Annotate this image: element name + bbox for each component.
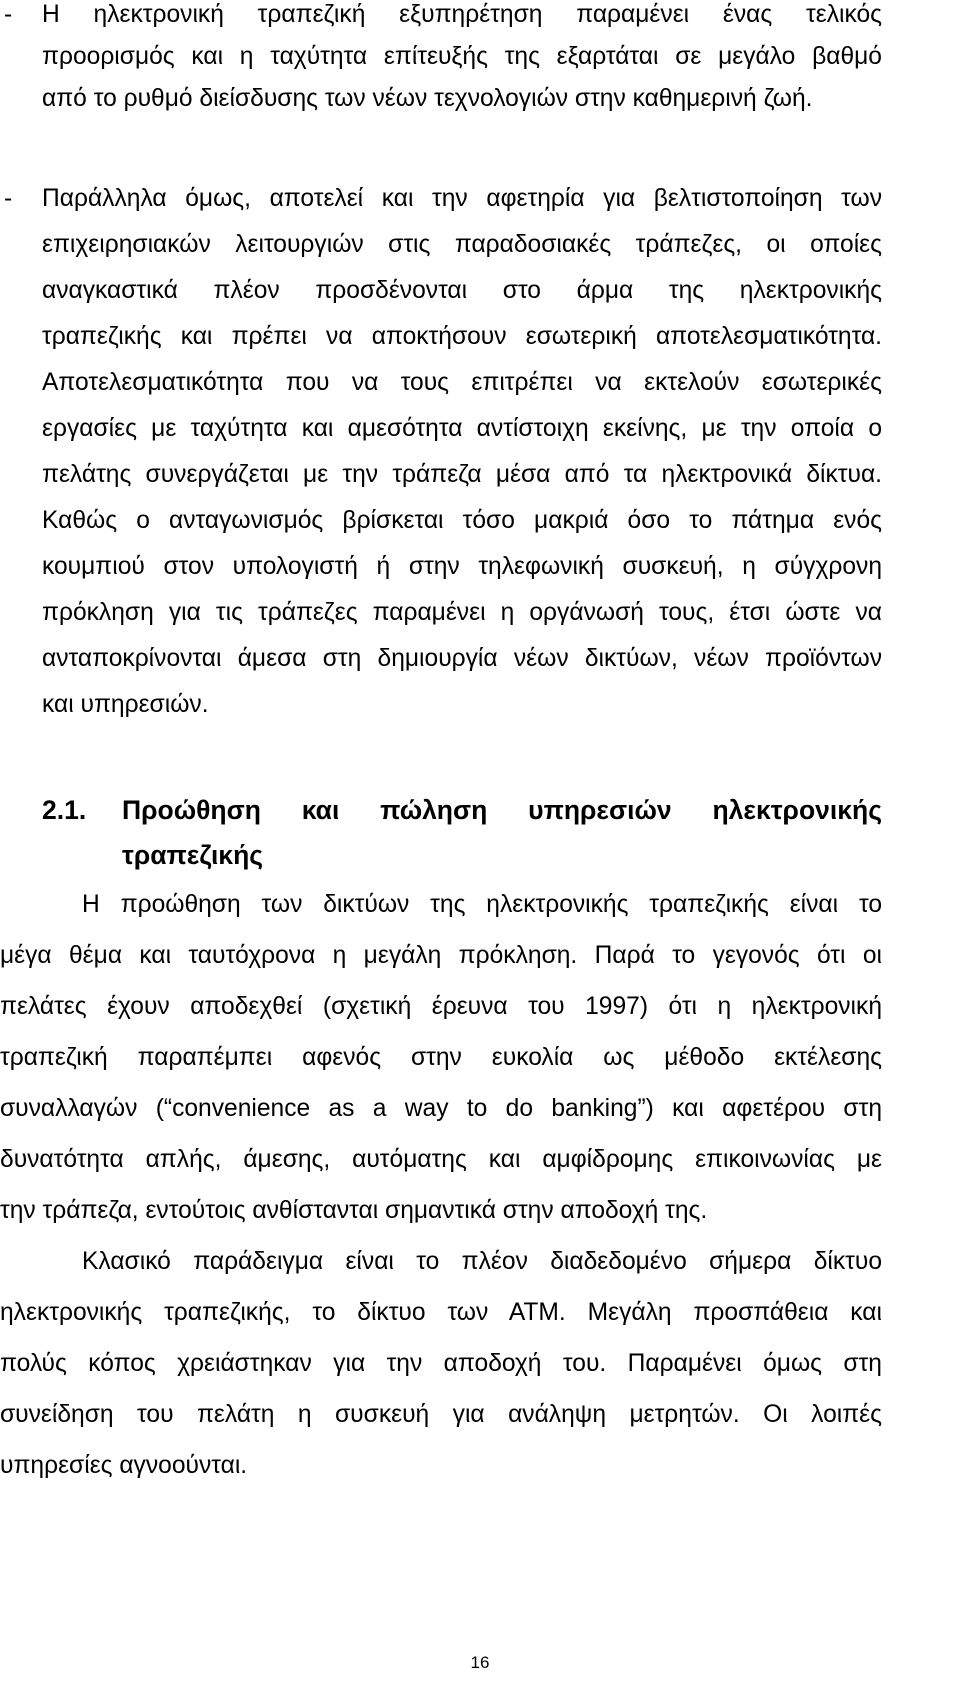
text-line: Η ηλεκτρονική τραπεζική εξυπηρέτηση παραμένει ένας τελικός: [42, 1, 882, 28]
text-line: πελάτες έχουν αποδεχθεί (σχετική έρευνα του 1997) ότι η ηλεκτρονική: [0, 993, 882, 1020]
text-line: Καθώς ο ανταγωνισμός βρίσκεται τόσο μακριά όσο το πάτημα ενός: [42, 507, 882, 534]
text-line: επιχειρησιακών λειτουργιών στις παραδοσιακές τράπεζες, οι οποίες: [42, 231, 882, 258]
text-line: από το ρυθμό διείσδυσης των νέων τεχνολογιών στην καθημερινή ζωή.: [42, 85, 813, 112]
text-line: συναλλαγών (“convenience as a way to do banking”) και αφετέρου στη: [0, 1095, 882, 1122]
text-line: υπηρεσίες αγνοούνται.: [0, 1452, 248, 1479]
text-line: τραπεζική παραπέμπει αφενός στην ευκολία ως μέθοδο εκτέλεσης: [0, 1044, 882, 1071]
text-line: προορισμός και η ταχύτητα επίτευξής της εξαρτάται σε μεγάλο βαθμό: [42, 43, 882, 70]
text-line: Αποτελεσματικότητα που να τους επιτρέπει να εκτελούν εσωτερικές: [42, 369, 882, 396]
text-line: Η προώθηση των δικτύων της ηλεκτρονικής τραπεζικής είναι το: [82, 891, 882, 918]
text-line: πρόκληση για τις τράπεζες παραμένει η οργάνωσή τους, έτσι ώστε να: [42, 599, 882, 626]
text-line: ανταποκρίνονται άμεσα στη δημιουργία νέων δικτύων, νέων προϊόντων: [42, 645, 882, 672]
text-line: συνείδηση του πελάτη η συσκευή για ανάληψη μετρητών. Οι λοιπές: [0, 1401, 882, 1428]
text-line: και υπηρεσιών.: [42, 691, 209, 718]
section-title-continued: τραπεζικής: [122, 840, 264, 870]
section-title: Προώθηση και πώληση υπηρεσιών ηλεκτρονικής: [122, 795, 882, 825]
text-line: μέγα θέμα και ταυτόχρονα η μεγάλη πρόκληση. Παρά το γεγονός ότι οι: [0, 942, 882, 969]
text-line: εργασίες με ταχύτητα και αμεσότητα αντίστοιχη εκείνης, με την οποία ο: [42, 415, 882, 442]
text-line: τραπεζικής και πρέπει να αποκτήσουν εσωτερική αποτελεσματικότητα.: [42, 323, 882, 350]
bullet-marker: -: [4, 185, 13, 212]
text-line: πελάτης συνεργάζεται με την τράπεζα μέσα από τα ηλεκτρονικά δίκτυα.: [42, 461, 882, 488]
text-line: πολύς κόπος χρειάστηκαν για την αποδοχή του. Παραμένει όμως στη: [0, 1350, 882, 1377]
text-line: ηλεκτρονικής τραπεζικής, το δίκτυο των ΑΤΜ. Μεγάλη προσπάθεια και: [0, 1299, 882, 1326]
text-line: Κλασικό παράδειγμα είναι το πλέον διαδεδομένο σήμερα δίκτυο: [82, 1248, 882, 1275]
section-number: 2.1.: [42, 795, 87, 825]
bullet-marker: -: [4, 1, 13, 28]
text-line: Παράλληλα όμως, αποτελεί και την αφετηρία για βελτιστοποίηση των: [42, 185, 882, 212]
text-line: κουμπιού στον υπολογιστή ή στην τηλεφωνική συσκευή, η σύγχρονη: [42, 553, 882, 580]
text-line: δυνατότητα απλής, άμεσης, αυτόματης και αμφίδρομης επικοινωνίας με: [0, 1146, 882, 1173]
text-line: την τράπεζα, εντούτοις ανθίστανται σημαντικά στην αποδοχή της.: [0, 1197, 708, 1224]
page-number: 16: [470, 1653, 490, 1672]
text-line: αναγκαστικά πλέον προσδένονται στο άρμα της ηλεκτρονικής: [42, 277, 882, 304]
